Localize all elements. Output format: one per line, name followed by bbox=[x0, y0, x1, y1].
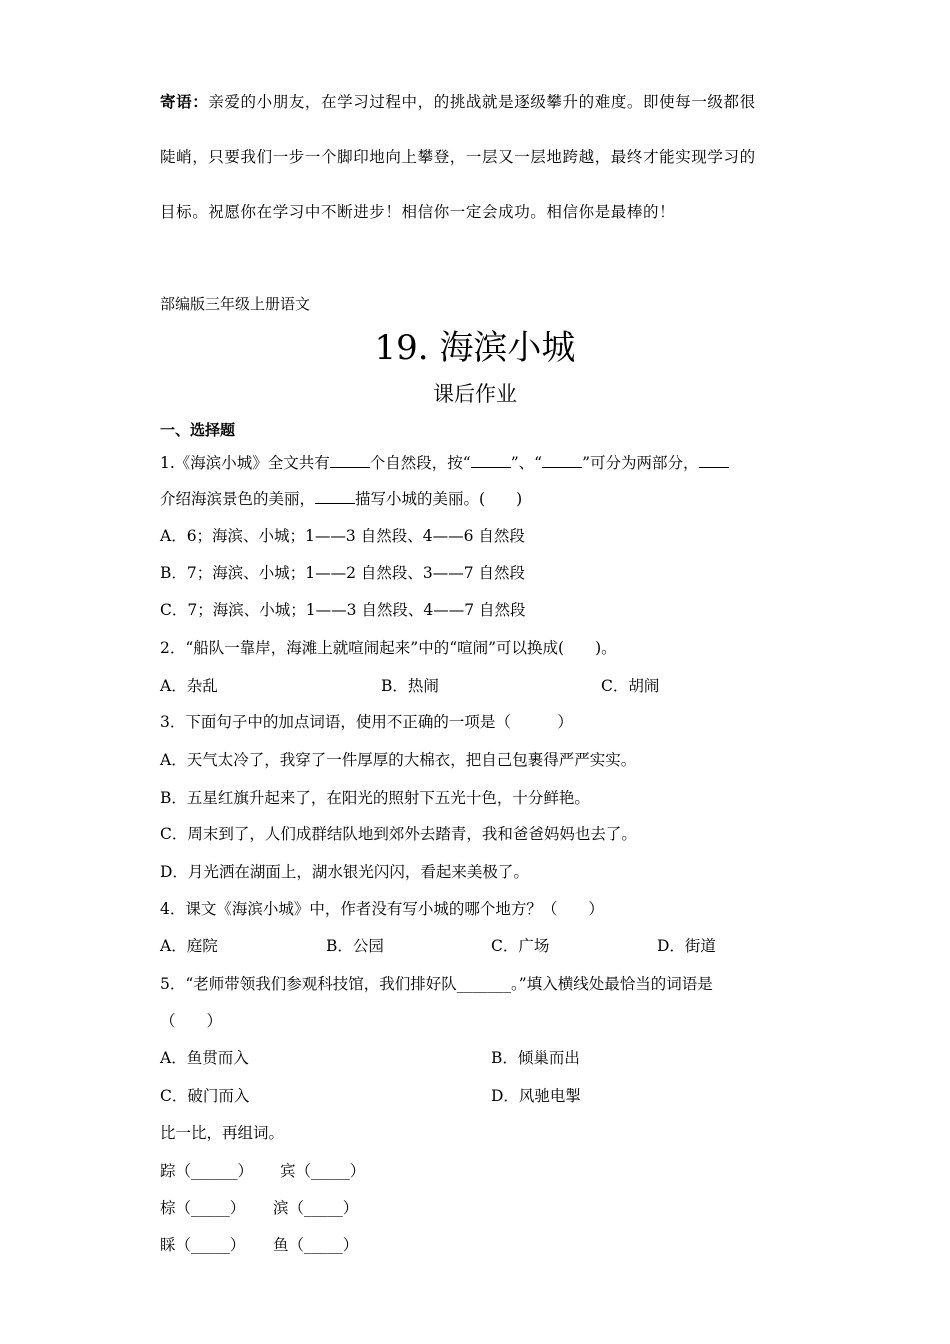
question-5-option-b[interactable]: B．倾巢而出 bbox=[491, 1049, 580, 1067]
subject-label: 部编版三年级上册语文 bbox=[160, 295, 311, 313]
answer-blank[interactable] bbox=[315, 489, 355, 504]
question-1-stem-line-1: 1.《海滨小城》全文共有 个自然段，按“ ”、“ ”可分为两部分， bbox=[160, 451, 729, 473]
message-line-3: 目标。祝愿你在学习中不断进步！相信你一定会成功。相信你是最棒的！ bbox=[160, 203, 676, 221]
question-3-option-a[interactable]: A．天气太冷了，我穿了一件厚厚的大棉衣，把自己包裹得严严实实。 bbox=[160, 751, 637, 769]
question-4-option-b[interactable]: B．公园 bbox=[326, 937, 384, 955]
page-title: 19. 海滨小城 bbox=[374, 328, 576, 368]
question-3-stem: 3．下面句子中的加点词语，使用不正确的一项是（ ） bbox=[160, 713, 573, 731]
question-5-stem: 5．“老师带领我们参观科技馆，我们排好队_______。”填入横线处最恰当的词语是 bbox=[160, 975, 713, 993]
question-5-answer-paren: （ ） bbox=[160, 1012, 223, 1030]
compare-item[interactable]: 滨（_____） bbox=[273, 1199, 359, 1217]
question-1-option-b[interactable]: B．7；海滨、小城；1——2 自然段、3——7 自然段 bbox=[160, 564, 526, 582]
section-heading-choice: 一、选择题 bbox=[160, 421, 236, 439]
question-4-option-a[interactable]: A．庭院 bbox=[160, 937, 218, 955]
compare-item[interactable]: 宾（_____） bbox=[280, 1162, 366, 1180]
answer-blank[interactable] bbox=[471, 453, 511, 468]
question-5-option-a[interactable]: A．鱼贯而入 bbox=[160, 1049, 249, 1067]
message-label: 寄语： bbox=[160, 92, 209, 111]
compare-item[interactable]: 睬（_____） bbox=[160, 1236, 246, 1254]
page-subtitle: 课后作业 bbox=[433, 382, 517, 406]
question-2-option-a[interactable]: A．杂乱 bbox=[160, 677, 218, 695]
question-3-option-c[interactable]: C．周末到了，人们成群结队地到郊外去踏青，我和爸爸妈妈也去了。 bbox=[160, 825, 637, 843]
compare-item[interactable]: 鱼（_____） bbox=[273, 1236, 359, 1254]
message-line-2: 陡峭，只要我们一步一个脚印地向上攀登，一层又一层地跨越，最终才能实现学习的 bbox=[160, 148, 756, 166]
question-5-option-c[interactable]: C．破门而入 bbox=[160, 1087, 250, 1105]
answer-blank[interactable] bbox=[699, 453, 729, 468]
compare-item[interactable]: 棕（_____） bbox=[160, 1199, 246, 1217]
question-1-option-c[interactable]: C．7；海滨、小城；1——3 自然段、4——7 自然段 bbox=[160, 601, 526, 619]
question-3-option-b[interactable]: B．五星红旗升起来了，在阳光的照射下五光十色，十分鲜艳。 bbox=[160, 789, 590, 807]
question-1-option-a[interactable]: A．6；海滨、小城；1——3 自然段、4——6 自然段 bbox=[160, 527, 525, 545]
question-2-option-b[interactable]: B．热闹 bbox=[381, 677, 439, 695]
question-5-option-d[interactable]: D．风驰电掣 bbox=[491, 1087, 581, 1105]
compare-heading: 比一比，再组词。 bbox=[160, 1124, 285, 1142]
answer-blank[interactable] bbox=[542, 453, 582, 468]
question-1-stem-line-2: 介绍海滨景色的美丽， 描写小城的美丽。( ) bbox=[160, 490, 523, 508]
question-2-option-c[interactable]: C．胡闹 bbox=[601, 677, 660, 695]
message-line-1: 寄语：亲爱的小朋友，在学习过程中，的挑战就是逐级攀升的难度。即使每一级都很 bbox=[160, 92, 756, 111]
answer-blank[interactable] bbox=[330, 453, 370, 468]
question-4-option-d[interactable]: D．街道 bbox=[657, 937, 716, 955]
question-3-option-d[interactable]: D．月光洒在湖面上，湖水银光闪闪，看起来美极了。 bbox=[160, 863, 529, 881]
question-4-stem: 4．课文《海滨小城》中，作者没有写小城的哪个地方？（ ） bbox=[160, 900, 604, 918]
question-4-option-c[interactable]: C．广场 bbox=[491, 937, 550, 955]
compare-item[interactable]: 踪（______） bbox=[160, 1162, 254, 1180]
question-2-stem: 2．“船队一靠岸，海滩上就喧闹起来”中的“喧闹”可以换成( )。 bbox=[160, 639, 617, 657]
